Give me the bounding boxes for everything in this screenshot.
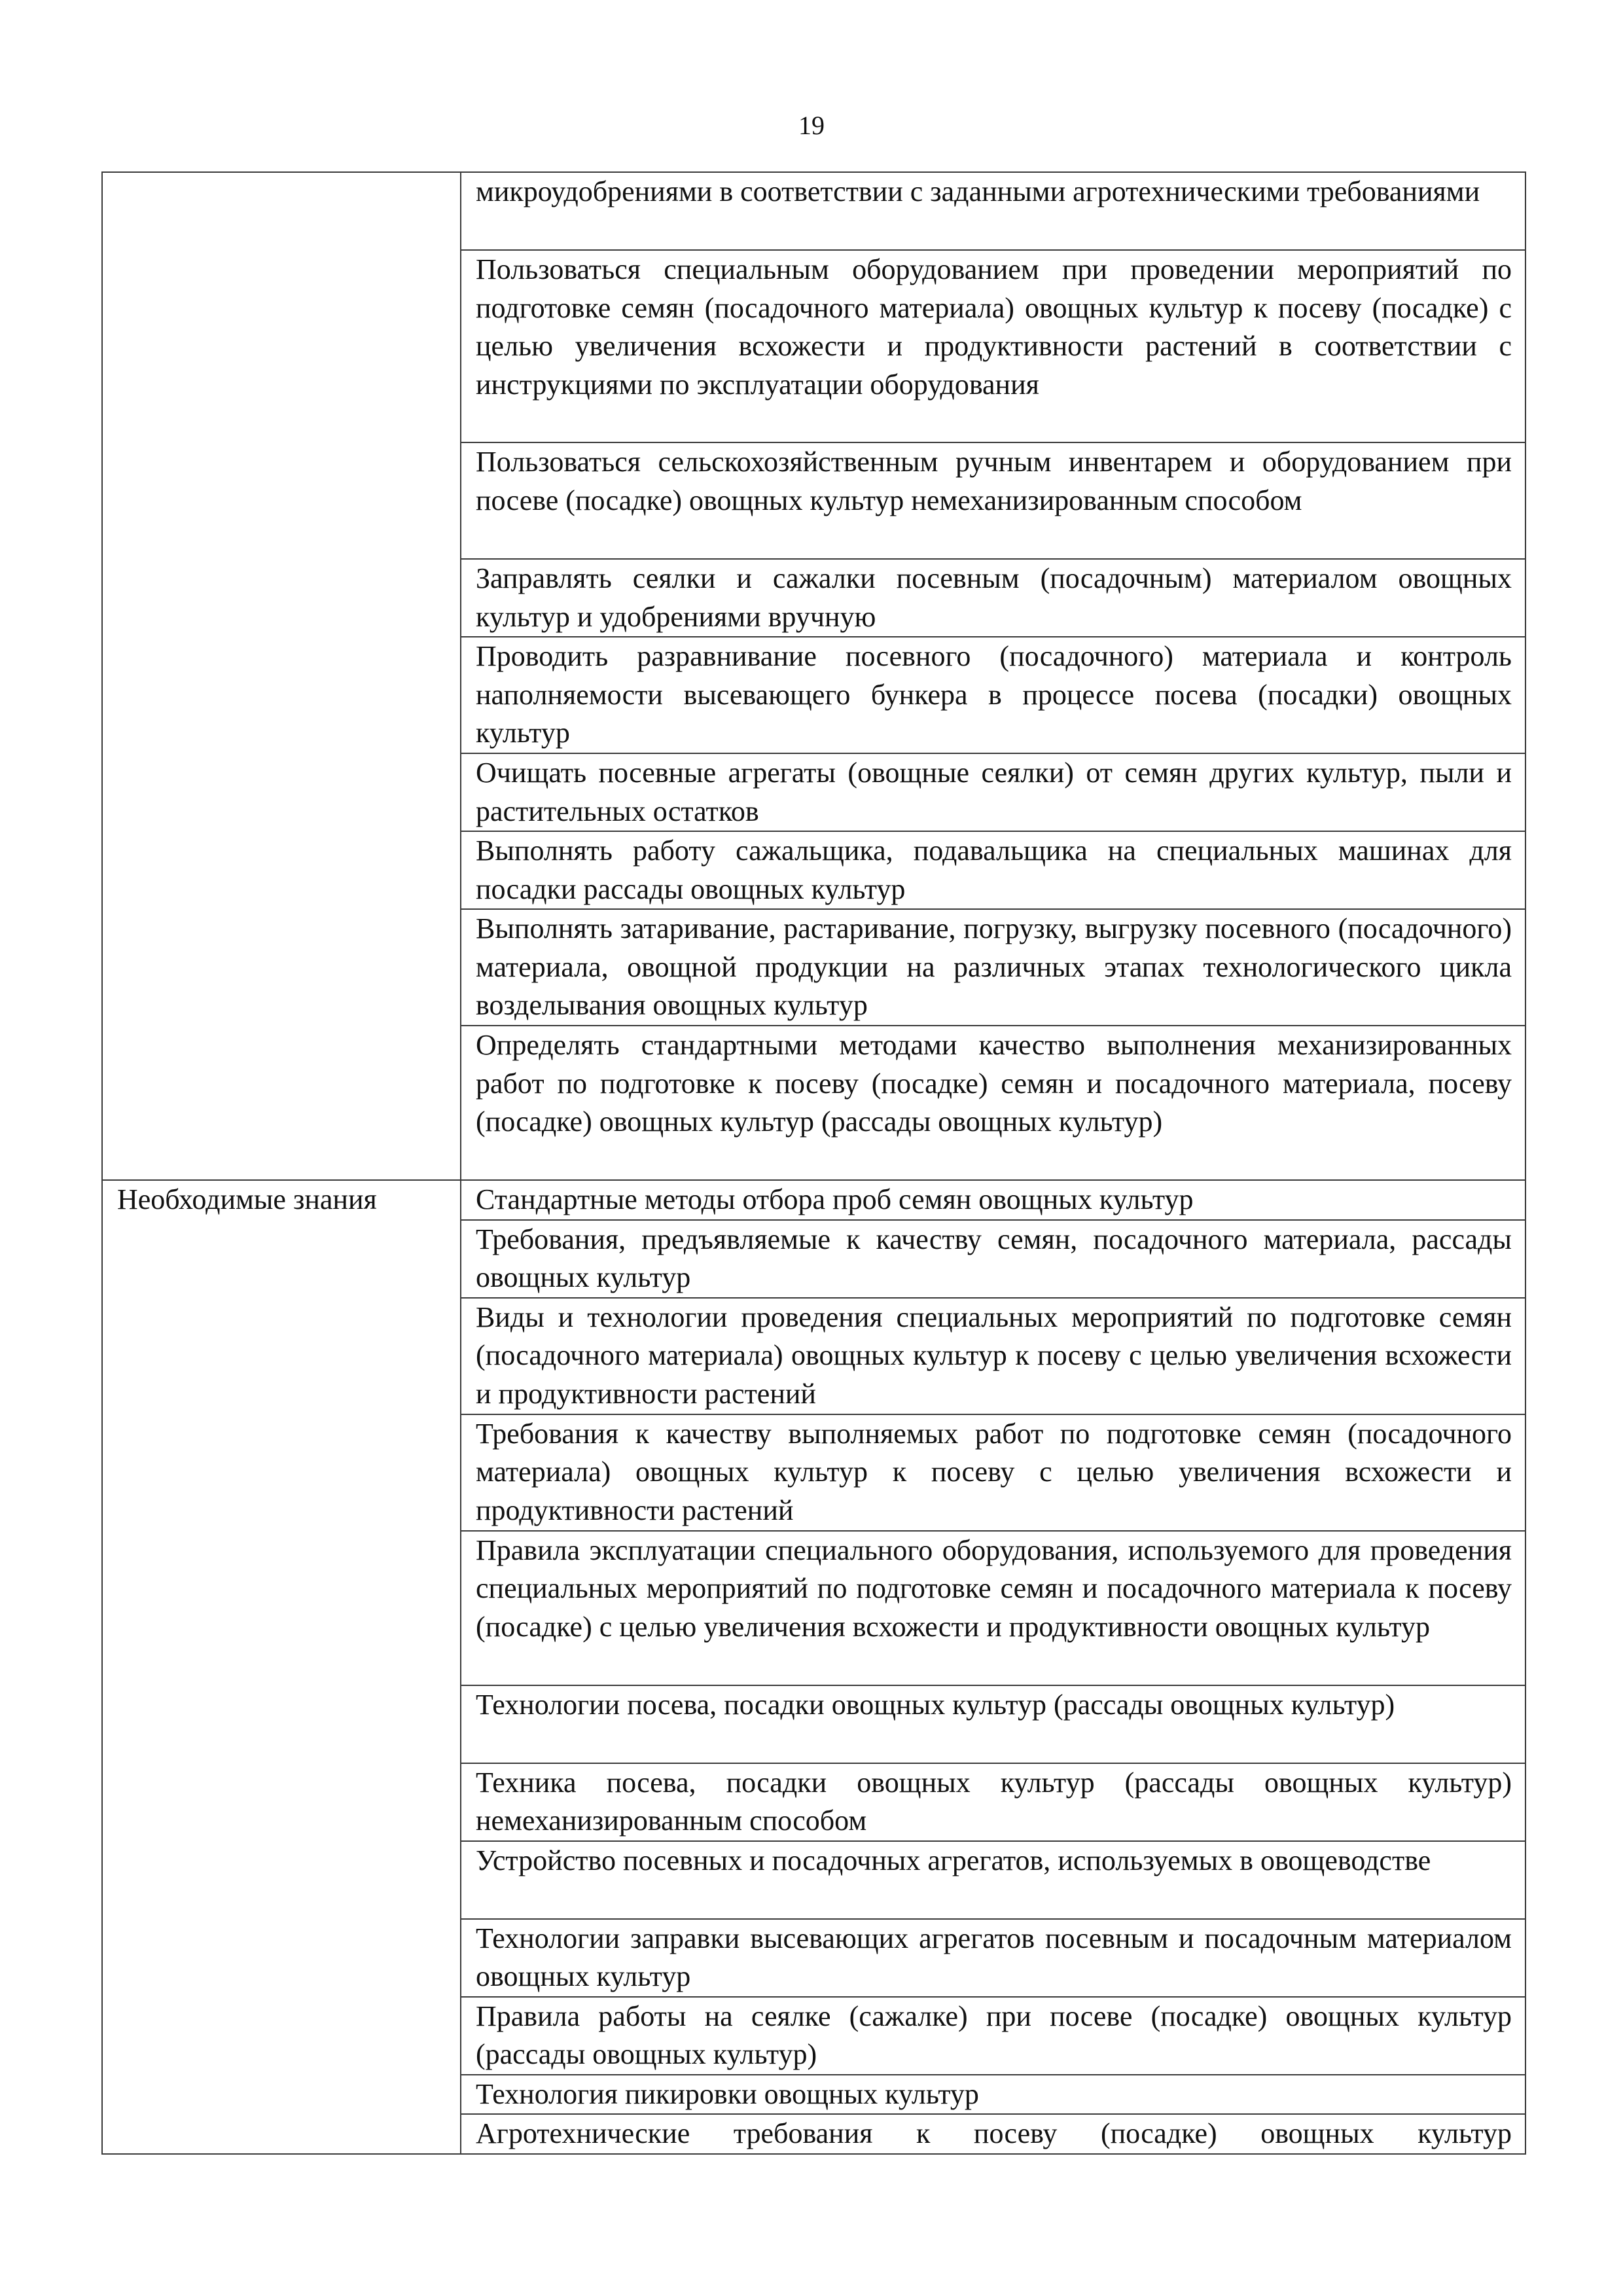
requirements-table — [101, 171, 1526, 2155]
table-cell: Проводить разравнивание посевного (посадочного) материала и контроль наполняемости высевающего бункера в процессе посева (посадки) овощных культур — [461, 637, 1525, 753]
knowledge-label-cell: Необходимые знания — [102, 1180, 461, 2154]
table-cell: микроудобрениями в соответствии с заданными агротехническими требованиями — [461, 172, 1525, 250]
table-cell: Требования, предъявляемые к качеству семян, посадочного материала, рассады овощных культур — [461, 1220, 1525, 1298]
table-cell: Технология пикировки овощных культур — [461, 2075, 1525, 2115]
skills-label-cell — [102, 172, 461, 1180]
table-cell: Выполнять работу сажальщика, подавальщика на специальных машинах для посадки рассады овощных культур — [461, 831, 1525, 909]
table-cell: Устройство посевных и посадочных агрегатов, используемых в овощеводстве — [461, 1841, 1525, 1919]
table-cell: Технологии заправки высевающих агрегатов посевным и посадочным материалом овощных культур — [461, 1919, 1525, 1997]
table-cell: Заправлять сеялки и сажалки посевным (посадочным) материалом овощных культур и удобрениями вручную — [461, 559, 1525, 637]
table-cell: Техника посева, посадки овощных культур (рассады овощных культур) немеханизированным способом — [461, 1763, 1525, 1841]
table-cell: Требования к качеству выполняемых работ по подготовке семян (посадочного материала) овощных культур к посеву с целью увеличения всхожести и продуктивности растений — [461, 1414, 1525, 1531]
table-row — [102, 1180, 1525, 1220]
table-cell: Очищать посевные агрегаты (овощные сеялки) от семян других культур, пыли и растительных остатков — [461, 753, 1525, 831]
table-cell: Пользоваться сельскохозяйственным ручным инвентарем и оборудованием при посеве (посадке) овощных культур немеханизированным способом — [461, 442, 1525, 559]
table-cell: Выполнять затаривание, растаривание, погрузку, выгрузку посевного (посадочного) материала, овощной продукции на различных этапах технологического цикла возделывания овощных культур — [461, 909, 1525, 1026]
page-number: 19 — [798, 111, 825, 140]
table-cell: Правила работы на сеялке (сажалке) при посеве (посадке) овощных культур (рассады овощных культур) — [461, 1997, 1525, 2075]
table-cell: Технологии посева, посадки овощных культур (рассады овощных культур) — [461, 1685, 1525, 1763]
table-cell: Агротехнические требования к посеву (посадке) овощных культур — [461, 2114, 1525, 2154]
table-cell: Правила эксплуатации специального оборудования, используемого для проведения специальных мероприятий по подготовке семян и посадочного материала к посеву (посадке) с целью увеличения всхожести и продуктивности овощных культур — [461, 1531, 1525, 1685]
table-cell: Определять стандартными методами качество выполнения механизированных работ по подготовке к посеву (посадке) семян и посадочного материала, посеву (посадке) овощных культур (рассады овощных культур) — [461, 1026, 1525, 1180]
table-cell: Пользоваться специальным оборудованием при проведении мероприятий по подготовке семян (посадочного материала) овощных культур к посеву (посадке) с целью увеличения всхожести и продуктивности растений в соответствии с инструкциями по эксплуатации оборудования — [461, 250, 1525, 442]
table-cell: Стандартные методы отбора проб семян овощных культур — [461, 1180, 1525, 1220]
table-cell: Виды и технологии проведения специальных мероприятий по подготовке семян (посадочного материала) овощных культур к посеву с целью увеличения всхожести и продуктивности растений — [461, 1298, 1525, 1414]
table-row — [102, 172, 1525, 250]
